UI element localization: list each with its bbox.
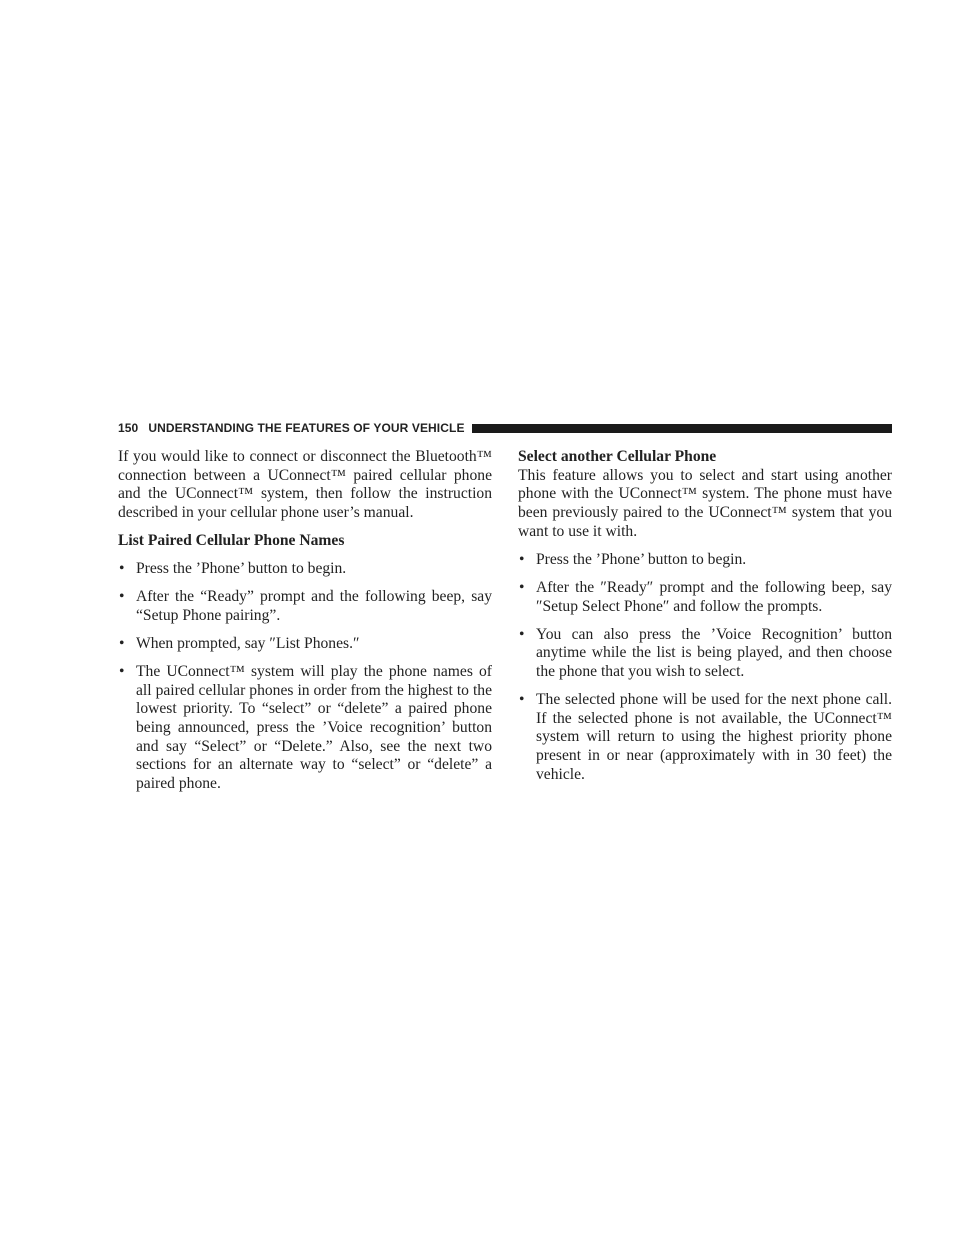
list-item-text: The UConnect™ system will play the phone names of all paired cellular phones in order from the highest to the lowest priority. To “select” or “delete” a paired phone being announced, press the ’Voice recognition’ button and say “Select” or “Delete.” Also, see the next two sections for an alternate way to “select” or “delete” a paired phone. — [136, 662, 492, 793]
list-item-text: After the ″Ready″ prompt and the following beep, say ″Setup Select Phone″ and follow the prompts. — [536, 578, 892, 615]
list-item — [118, 588, 492, 625]
intro-paragraph: If you would like to connect or disconnect the Bluetooth™ connection between a UConnect™ paired cellular phone and the UConnect™ system, then follow the instruction described in your cellular phone user’s manual. — [118, 448, 492, 522]
section-title: UNDERSTANDING THE FEATURES OF YOUR VEHICLE — [148, 421, 465, 435]
bullet-icon: • — [119, 634, 125, 652]
list-item-text: Press the ’Phone’ button to begin. — [536, 550, 747, 568]
bullet-icon: • — [519, 690, 525, 708]
bullet-icon: • — [119, 588, 125, 606]
page-header — [118, 419, 892, 437]
list-item — [518, 626, 892, 682]
left-column — [118, 448, 492, 803]
select-phone-heading: Select another Cellular Phone — [518, 448, 717, 465]
bullet-icon: • — [519, 550, 525, 568]
select-phone-intro: This feature allows you to select and start using another phone with the UConnect™ system. The phone must have been previously paired to the UConnect™ system that you want to use it with. — [518, 466, 892, 540]
list-item — [518, 579, 892, 616]
bullet-icon: • — [119, 560, 125, 578]
list-item-text: You can also press the ’Voice Recognition’ button anytime while the list is being played, and then choose the phone that you wish to select. — [536, 625, 892, 680]
page-number: 150 — [118, 421, 139, 435]
list-item-text: When prompted, say ″List Phones.″ — [136, 634, 360, 652]
bullet-icon: • — [119, 662, 125, 680]
list-item — [118, 663, 492, 794]
list-item — [118, 635, 492, 654]
list-item — [518, 691, 892, 785]
list-item — [118, 560, 492, 579]
right-column — [518, 448, 892, 794]
bullet-icon: • — [519, 578, 525, 596]
bullet-icon: • — [519, 625, 525, 643]
list-item-text: Press the ’Phone’ button to begin. — [136, 560, 347, 578]
list-paired-phones-steps — [118, 560, 492, 794]
list-paired-phones-heading: List Paired Cellular Phone Names — [118, 532, 345, 550]
list-item-text: The selected phone will be used for the next phone call. If the selected phone is not available, the UConnect™ system will return to using the highest priority phone present in or near (approximately with in 30 feet) the vehicle. — [536, 690, 892, 783]
header-rule — [472, 424, 892, 433]
list-item-text: After the “Ready” prompt and the following beep, say “Setup Phone pairing”. — [136, 588, 492, 624]
list-item — [518, 551, 892, 570]
select-phone-steps — [518, 551, 892, 785]
